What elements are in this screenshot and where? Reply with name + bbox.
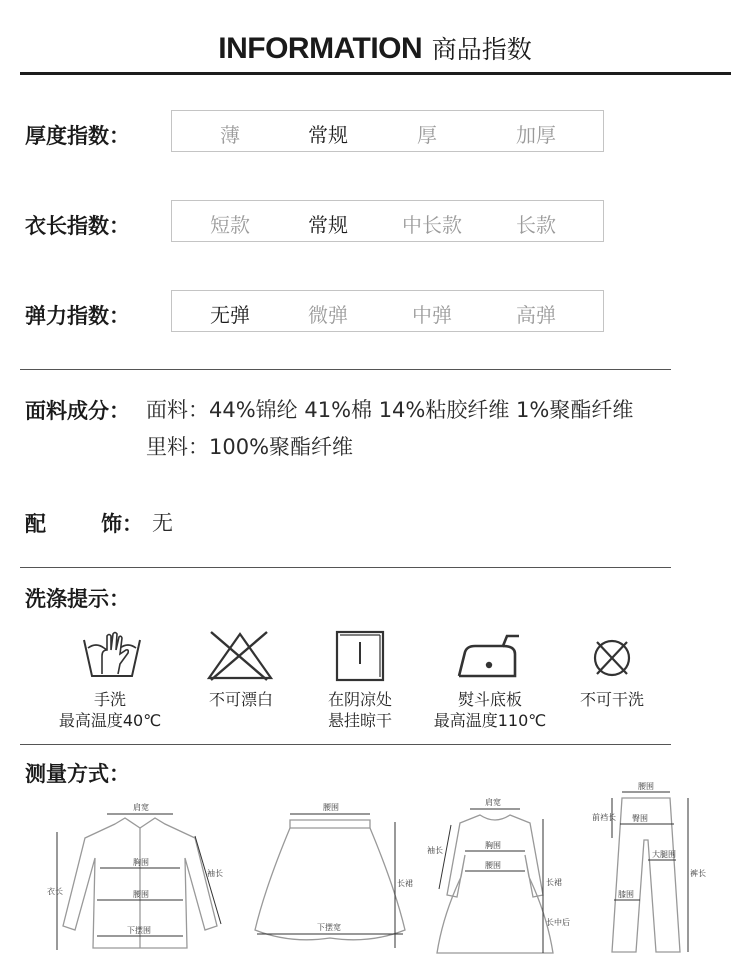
pants-diagram <box>590 780 706 965</box>
skirt-hem-label: 下摆宽 <box>317 923 341 932</box>
shade-line-dry-icon <box>325 630 395 682</box>
header-divider <box>20 72 731 75</box>
skirt-diagram <box>245 798 415 958</box>
length-option-long: 长款 <box>516 213 556 237</box>
length-scale <box>171 200 604 242</box>
title-cn: 商品指数 <box>431 35 532 64</box>
hand-wash-icon <box>80 630 150 682</box>
title-en: INFORMATION <box>218 32 423 65</box>
pants-rise-label: 前裆长 <box>592 813 616 822</box>
pants-waist-label: 腰围 <box>638 782 654 791</box>
pants-knee-label: 膝围 <box>618 890 634 899</box>
page-title <box>0 30 750 66</box>
shirt-hem-label: 下摆围 <box>127 926 151 935</box>
hand-wash-caption: 手洗 最高温度40℃ <box>58 690 162 730</box>
shirt-shoulder-label: 肩宽 <box>133 803 149 812</box>
thickness-option-thick: 厚 <box>417 123 437 147</box>
shirt-length-label: 衣长 <box>47 887 63 896</box>
fabric-lining: 里料：100%聚酯纤维 <box>146 435 354 459</box>
dress-shoulder-label: 肩宽 <box>485 798 501 807</box>
thickness-option-extra-thick: 加厚 <box>516 123 556 147</box>
pants-thigh-label: 大腿围 <box>652 850 676 859</box>
dress-length-label: 长裙 <box>546 878 562 887</box>
no-dry-clean-caption: 不可干洗 <box>579 690 644 709</box>
fabric-outer: 面料：44%锦纶 41%棉 14%粘胶纤维 1%聚酯纤维 <box>146 398 634 422</box>
no-dry-clean-icon <box>577 630 647 682</box>
thickness-label: 厚度指数： <box>25 124 130 148</box>
no-bleach-icon <box>205 630 275 682</box>
length-option-regular: 常规 <box>308 213 348 237</box>
accessory-label-a: 配 <box>25 512 46 536</box>
washing-label: 洗涤提示： <box>25 587 130 611</box>
elasticity-option-slight: 微弹 <box>308 303 348 327</box>
accessory-value: 无 <box>152 511 173 535</box>
pants-hip-label: 臀围 <box>632 814 648 823</box>
shade-line-dry-caption: 在阴凉处 悬挂晾干 <box>327 690 392 730</box>
length-label: 衣长指数： <box>25 214 130 238</box>
fabric-label: 面料成分： <box>25 399 130 423</box>
dress-chest-label: 胸围 <box>485 841 501 850</box>
iron-icon <box>455 630 525 682</box>
section-divider <box>20 567 671 568</box>
elasticity-option-high: 高弹 <box>516 303 556 327</box>
thickness-scale <box>171 110 604 152</box>
no-bleach-caption: 不可漂白 <box>208 690 273 709</box>
elasticity-label: 弹力指数： <box>25 304 130 328</box>
length-option-midi: 中长款 <box>402 213 462 237</box>
skirt-waist-label: 腰围 <box>323 803 339 812</box>
measure-label: 测量方式： <box>25 762 130 786</box>
shirt-waist-label: 腰围 <box>133 890 149 899</box>
dress-sleeve-label: 袖长 <box>427 846 443 855</box>
shirt-sleeve-label: 袖长 <box>207 869 223 878</box>
dress-diagram <box>425 795 575 960</box>
elasticity-scale <box>171 290 604 332</box>
pants-length-label: 裤长 <box>690 869 706 878</box>
dress-length2-label: 长中后 <box>546 918 570 927</box>
skirt-length-label: 长裙 <box>397 879 413 888</box>
thickness-option-regular: 常规 <box>308 123 348 147</box>
shirt-chest-label: 胸围 <box>133 858 149 867</box>
elasticity-option-none: 无弹 <box>210 303 250 327</box>
length-option-short: 短款 <box>210 213 250 237</box>
thickness-option-thin: 薄 <box>220 123 240 147</box>
section-divider <box>20 369 671 370</box>
elasticity-option-medium: 中弹 <box>412 303 452 327</box>
accessory-label-b: 饰： <box>101 512 143 536</box>
iron-caption: 熨斗底板 最高温度110℃ <box>433 690 547 730</box>
section-divider <box>20 744 671 745</box>
shirt-diagram <box>45 798 235 958</box>
dress-waist-label: 腰围 <box>485 861 501 870</box>
